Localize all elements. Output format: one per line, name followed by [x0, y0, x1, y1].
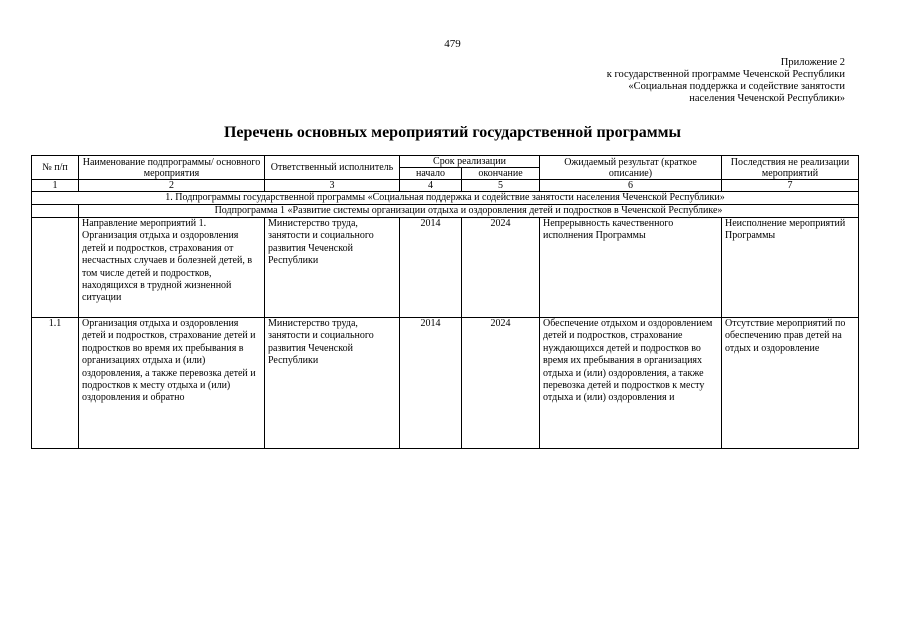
index-cell: 4 [400, 180, 462, 192]
appendix-line: Приложение 2 [780, 57, 845, 68]
section-heading: 1. Подпрограммы государственной программы «Социальная поддержка и содействие занятости населения Чеченской Республики» [32, 192, 859, 205]
header-start: начало [400, 168, 462, 180]
index-row [32, 180, 859, 192]
appendix-line: «Социальная поддержка и содействие занятости [628, 81, 845, 92]
row-name: Направление мероприятий 1. Организация отдыха и оздоровления детей и подростков, страхования от несчастных случаев и болезней детей, в том числе детей и подростков, находящихся в трудной жизненной ситуации [79, 218, 265, 318]
page-number: 479 [444, 38, 461, 50]
subprogram-heading: Подпрограмма 1 «Развитие системы организации отдыха и оздоровления детей и подростков в Чеченской Республике» [79, 205, 859, 218]
row-result: Обеспечение отдыхом и оздоровлением детей и подростков, страхование нуждающихся детей и подростков во время их пребывания в организациях отдыха и (или) оздоровления, а также перевозка детей и подростков к месту отдыха и (или) оздоровления и [540, 318, 722, 449]
empty-cell [32, 205, 79, 218]
header-consequences: Последствия не реализации мероприятий [722, 156, 859, 180]
row-num: 1.1 [32, 318, 79, 449]
row-num [32, 218, 79, 318]
index-cell: 2 [79, 180, 265, 192]
table-row [32, 318, 859, 449]
appendix-block [607, 57, 845, 105]
header-end: окончание [462, 168, 540, 180]
table-row [32, 218, 859, 318]
header-num: № п/п [32, 156, 79, 180]
appendix-line: к государственной программе Чеченской Республики [606, 69, 845, 80]
row-end: 2024 [462, 218, 540, 318]
appendix-line: населения Чеченской Республики» [689, 93, 845, 104]
header-term: Срок реализации [400, 156, 540, 168]
row-consequences: Отсутствие мероприятий по обеспечению прав детей на отдых и оздоровление [722, 318, 859, 449]
row-end: 2024 [462, 318, 540, 449]
index-cell: 7 [722, 180, 859, 192]
row-consequences: Неисполнение мероприятий Программы [722, 218, 859, 318]
row-responsible: Министерство труда, занятости и социального развития Чеченской Республики [265, 318, 400, 449]
row-responsible: Министерство труда, занятости и социального развития Чеченской Республики [265, 218, 400, 318]
measures-table [31, 155, 859, 449]
header-responsible: Ответственный исполнитель [265, 156, 400, 180]
header-result: Ожидаемый результат (краткое описание) [540, 156, 722, 180]
index-cell: 6 [540, 180, 722, 192]
index-cell: 3 [265, 180, 400, 192]
subprogram-row [32, 205, 859, 218]
index-cell: 5 [462, 180, 540, 192]
header-name: Наименование подпрограммы/ основного мероприятия [79, 156, 265, 180]
row-start: 2014 [400, 218, 462, 318]
document-title: Перечень основных мероприятий государственной программы [223, 124, 682, 141]
row-result: Непрерывность качественного исполнения Программы [540, 218, 722, 318]
section-row [32, 192, 859, 205]
row-name: Организация отдыха и оздоровления детей и подростков, страхование детей и подростков во время их пребывания в организациях отдыха и (или) оздоровления, а также перевозка детей и подростков к месту отдыха и (или) оздоровления и обратно [79, 318, 265, 449]
index-cell: 1 [32, 180, 79, 192]
row-start: 2014 [400, 318, 462, 449]
